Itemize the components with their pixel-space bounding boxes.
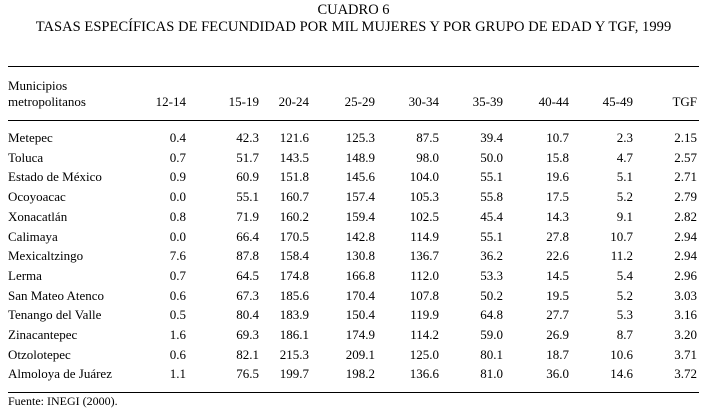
table-cell: 14.6: [610, 366, 633, 382]
table-cell: 3.03: [674, 287, 697, 303]
table-cell: 10.7: [610, 228, 633, 244]
column-header: 15-19: [228, 94, 259, 109]
table-row: [8, 246, 697, 266]
table-cell: 170.5: [279, 228, 309, 244]
table-cell: 22.6: [546, 248, 569, 264]
table-row: [8, 286, 697, 306]
table-cell: 76.5: [236, 366, 259, 382]
table-cell: 53.3: [480, 267, 503, 283]
table-cell: 0.7: [169, 149, 186, 165]
table-cell: 8.7: [616, 327, 633, 343]
column-header: 25-29: [344, 94, 375, 109]
table-cell: 199.7: [279, 366, 309, 382]
table-cell: 5.2: [616, 287, 633, 303]
table-cell: 114.9: [410, 228, 439, 244]
table-row: [8, 325, 697, 345]
table-cell: 10.6: [610, 346, 633, 362]
table-cell: 80.1: [480, 346, 503, 362]
table-cell: 209.1: [345, 346, 375, 362]
table-cell: 2.96: [674, 267, 697, 283]
fertility-table: [8, 128, 697, 384]
table-cell: 18.7: [546, 346, 569, 362]
municipio-name: Zinacantepec: [8, 327, 78, 343]
table-cell: 39.4: [480, 130, 503, 145]
table-cell: 130.8: [345, 248, 375, 264]
table-cell: 104.0: [409, 169, 439, 185]
table-cell: 102.5: [409, 208, 439, 224]
table-cell: 14.3: [546, 208, 569, 224]
column-header-municipios: [8, 78, 138, 110]
table-cell: 87.5: [416, 130, 439, 145]
table-cell: 150.4: [345, 307, 375, 323]
table-cell: 0.0: [169, 189, 186, 205]
table-cell: 19.5: [546, 287, 569, 303]
table-cell: 148.9: [345, 149, 375, 165]
table-cell: 19.6: [546, 169, 569, 185]
table-cell: 14.5: [546, 267, 569, 283]
table-cell: 142.8: [345, 228, 375, 244]
table-row: [8, 148, 697, 168]
table-cell: 5.2: [616, 189, 633, 205]
table-cell: 125.3: [345, 130, 375, 145]
table-cell: 64.8: [480, 307, 503, 323]
table-row: [8, 364, 697, 384]
table-cell: 0.8: [169, 208, 186, 224]
table-cell: 55.8: [480, 189, 503, 205]
table-cell: 105.3: [409, 189, 439, 205]
table-cell: 3.20: [674, 327, 697, 343]
table-cell: 160.7: [279, 189, 309, 205]
table-cell: 60.9: [236, 169, 259, 185]
table-cell: 136.6: [409, 366, 439, 382]
caption-title: TASAS ESPECÍFICAS DE FECUNDIDAD POR MIL MUJERES Y POR GRUPO DE EDAD Y TGF, 1999: [35, 19, 672, 35]
table-cell: 3.72: [674, 366, 697, 382]
table-cell: 15.8: [546, 149, 569, 165]
table-row: [8, 167, 697, 187]
municipio-name: Calimaya: [8, 228, 58, 244]
table-cell: 2.82: [674, 208, 697, 224]
table-cell: 55.1: [480, 228, 503, 244]
table-cell: 170.4: [345, 287, 375, 303]
table-cell: 107.8: [409, 287, 439, 303]
table-cell: 66.4: [236, 228, 259, 244]
table-cell: 80.4: [236, 307, 259, 323]
municipio-name: Lerma: [8, 267, 42, 283]
table-row: [8, 305, 697, 325]
column-header-municipios-line1: Municipios: [8, 78, 68, 93]
table-cell: 82.1: [236, 346, 259, 362]
column-header: 12-14: [155, 94, 186, 109]
table-cell: 2.15: [674, 130, 697, 145]
table-cell: 81.0: [480, 366, 503, 382]
table-cell: 0.7: [169, 267, 186, 283]
table-row: [8, 128, 697, 148]
table-cell: 166.8: [345, 267, 375, 283]
table-cell: 174.9: [345, 327, 375, 343]
top-rule: [8, 66, 699, 67]
table-cell: 67.3: [236, 287, 259, 303]
column-header: 45-49: [602, 94, 633, 109]
column-header: 30-34: [408, 94, 439, 109]
municipio-name: Ocoyoacac: [8, 189, 66, 205]
table-cell: 2.57: [674, 149, 697, 165]
table-cell: 11.2: [610, 248, 633, 264]
caption-number: CUADRO 6: [317, 2, 390, 18]
table-cell: 0.6: [169, 287, 186, 303]
table-cell: 55.1: [236, 189, 259, 205]
table-cell: 2.79: [674, 189, 697, 205]
table-row: [8, 266, 697, 286]
table-cell: 0.4: [169, 130, 186, 145]
table-cell: 215.3: [279, 346, 309, 362]
table-cell: 64.5: [236, 267, 259, 283]
table-cell: 112.0: [410, 267, 439, 283]
table-cell: 69.3: [236, 327, 259, 343]
column-header: 20-24: [278, 94, 309, 109]
table-cell: 3.16: [674, 307, 697, 323]
table-cell: 42.3: [236, 130, 259, 145]
table-cell: 98.0: [416, 149, 439, 165]
table-cell: 198.2: [345, 366, 375, 382]
table-cell: 27.7: [546, 307, 569, 323]
table-cell: 87.8: [236, 248, 259, 264]
table-cell: 2.3: [616, 130, 633, 145]
table-cell: 157.4: [345, 189, 375, 205]
table-cell: 136.7: [409, 248, 439, 264]
table-cell: 50.2: [480, 287, 503, 303]
column-header: 40-44: [538, 94, 569, 109]
table-cell: 125.0: [409, 346, 439, 362]
table-cell: 1.6: [169, 327, 186, 343]
table-cell: 121.6: [279, 130, 309, 145]
table-cell: 186.1: [279, 327, 309, 343]
table-row: [8, 187, 697, 207]
table-row: [8, 227, 697, 247]
table-cell: 4.7: [616, 149, 633, 165]
table-cell: 145.6: [345, 169, 375, 185]
table-row: [8, 345, 697, 365]
table-cell: 2.94: [674, 228, 697, 244]
municipio-name: Estado de México: [8, 169, 102, 185]
table-cell: 143.5: [279, 149, 309, 165]
table-cell: 3.71: [674, 346, 697, 362]
table-cell: 158.4: [279, 248, 309, 264]
column-header-municipios-line2: metropolitanos: [8, 94, 86, 109]
table-cell: 174.8: [279, 267, 309, 283]
municipio-name: Metepec: [8, 130, 53, 145]
municipio-name: Xonacatlán: [8, 208, 68, 224]
table-cell: 114.2: [410, 327, 439, 343]
table-cell: 0.5: [169, 307, 186, 323]
table-cell: 59.0: [480, 327, 503, 343]
municipio-name: Otzolotepec: [8, 346, 71, 362]
table-cell: 2.94: [674, 248, 697, 264]
table-cell: 7.6: [169, 248, 186, 264]
table-cell: 27.8: [546, 228, 569, 244]
table-cell: 5.4: [616, 267, 633, 283]
table-cell: 26.9: [546, 327, 569, 343]
table-cell: 0.6: [169, 346, 186, 362]
table-cell: 51.7: [236, 149, 259, 165]
table-cell: 1.1: [169, 366, 186, 382]
municipio-name: Almoloya de Juárez: [8, 366, 112, 382]
table-cell: 17.5: [546, 189, 569, 205]
table-cell: 9.1: [616, 208, 633, 224]
table-cell: 36.0: [546, 366, 569, 382]
table-cell: 55.1: [480, 169, 503, 185]
column-header: 35-39: [472, 94, 503, 109]
table-cell: 71.9: [236, 208, 259, 224]
table-cell: 0.0: [169, 228, 186, 244]
table-cell: 2.71: [674, 169, 697, 185]
table-cell: 5.3: [616, 307, 633, 323]
table-cell: 45.4: [480, 208, 503, 224]
table-row: [8, 207, 697, 227]
column-header: TGF: [672, 94, 697, 109]
table-cell: 50.0: [480, 149, 503, 165]
table-cell: 159.4: [345, 208, 375, 224]
table-cell: 185.6: [279, 287, 309, 303]
header-rule: [8, 120, 699, 121]
table-cell: 10.7: [546, 130, 569, 145]
municipio-name: Tenango del Valle: [8, 307, 102, 323]
table-cell: 0.9: [169, 169, 186, 185]
source-note: Fuente: INEGI (2000).: [8, 394, 118, 408]
table-cell: 183.9: [279, 307, 309, 323]
table-cell: 160.2: [279, 208, 309, 224]
table-cell: 151.8: [279, 169, 309, 185]
table-cell: 36.2: [480, 248, 503, 264]
table-cell: 5.1: [616, 169, 633, 185]
table-cell: 119.9: [410, 307, 439, 323]
municipio-name: Mexicaltzingo: [8, 248, 84, 264]
municipio-name: Toluca: [8, 149, 44, 165]
municipio-name: San Mateo Atenco: [8, 287, 105, 303]
